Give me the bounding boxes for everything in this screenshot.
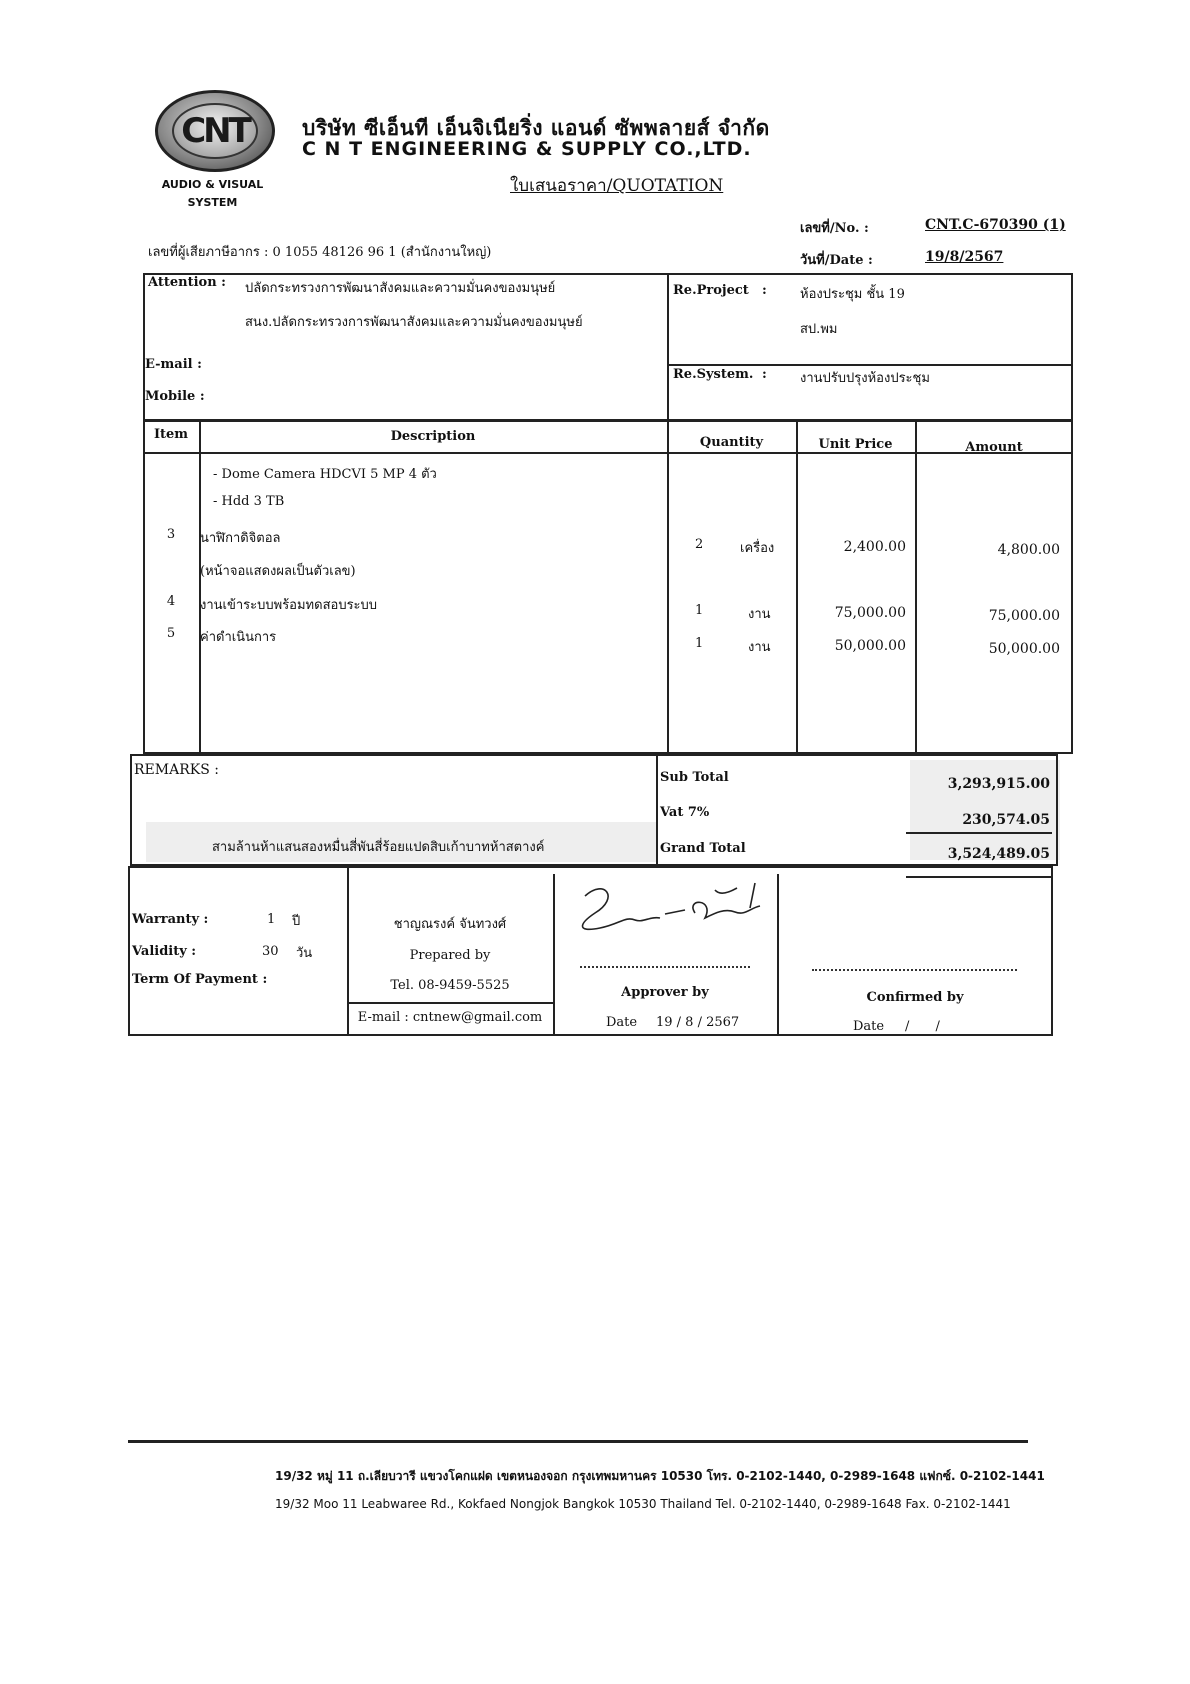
logo-text: CNT: [172, 103, 258, 159]
quote-no-label: เลขที่/No. :: [800, 221, 869, 236]
col-divider-quantity: [796, 420, 798, 754]
project-system-divider: [667, 364, 1073, 366]
row-item-number: 4: [166, 594, 176, 609]
row-unit: งาน: [748, 640, 771, 655]
amount-in-words: สามล้านห้าแสนสองหมื่นสี่พันสี่ร้อยแปดสิบเก้าบาทห้าสตางค์: [212, 840, 545, 855]
row-description-2: (หน้าจอแสดงผลเป็นตัวเลข): [200, 564, 356, 579]
project-line-1: ห้องประชุม ชั้น 19: [800, 287, 905, 302]
row-quantity: 2: [695, 537, 704, 552]
header-quantity: Quantity: [699, 435, 764, 450]
mobile-label: Mobile :: [145, 389, 205, 404]
email-label: E-mail :: [145, 357, 202, 372]
prepared-by-label: Prepared by: [409, 948, 491, 963]
customer-divider: [667, 273, 669, 421]
company-name-th: บริษัท ซีเอ็นที เอ็นจิเนียริ่ง แอนด์ ซัพพลายส์ จำกัด: [302, 116, 770, 140]
warranty-unit: ปี: [292, 914, 301, 929]
confirmer-date-label: Date: [853, 1019, 885, 1034]
payment-term-label: Term Of Payment :: [132, 972, 268, 987]
col-divider-description: [667, 420, 669, 754]
col-divider-item: [199, 420, 201, 754]
col-divider-unit-price: [915, 420, 917, 754]
subtotal-label: Sub Total: [660, 770, 729, 785]
date-label: วันที่/Date :: [800, 253, 873, 268]
row-unit-price: 75,000.00: [834, 605, 906, 621]
remarks-label: REMARKS :: [134, 762, 219, 778]
approver-label: Approver by: [621, 985, 709, 1000]
attention-line-1: ปลัดกระทรวงการพัฒนาสังคมและความมั่นคงของมนุษย์: [245, 281, 556, 296]
pre-line: - Dome Camera HDCVI 5 MP 4 ตัว: [213, 467, 437, 482]
pre-line: - Hdd 3 TB: [213, 494, 285, 509]
sig-divider-2: [553, 874, 555, 1036]
validity-label: Validity :: [132, 944, 197, 959]
row-item-number: 5: [166, 626, 176, 641]
preparer-email: E-mail : cntnew@gmail.com: [357, 1010, 543, 1025]
project-colon: :: [762, 283, 767, 298]
vat-underline: [906, 832, 1052, 834]
totals-divider: [656, 754, 658, 866]
logo-subtitle-1: AUDIO & VISUAL: [161, 178, 264, 191]
warranty-label: Warranty :: [132, 912, 209, 927]
approver-date-value: 19 / 8 / 2567: [656, 1015, 740, 1030]
tax-id: เลขที่ผู้เสียภาษีอากร : 0 1055 48126 96 1 (สำนักงานใหญ่): [148, 245, 492, 260]
approver-signature: [565, 878, 775, 948]
footer-rule: [128, 1440, 1028, 1443]
row-unit: งาน: [748, 607, 771, 622]
project-label: Re.Project: [673, 283, 749, 298]
subtotal-value: 3,293,915.00: [947, 776, 1050, 792]
header-description: Description: [390, 429, 476, 444]
vat-value: 230,574.05: [962, 812, 1050, 828]
company-logo: [155, 90, 275, 172]
system-value: งานปรับปรุงห้องประชุม: [800, 371, 930, 386]
row-description: นาฬิกาดิจิตอล: [200, 531, 281, 546]
company-name-en: C N T ENGINEERING & SUPPLY CO.,LTD.: [302, 138, 752, 160]
grand-total-label: Grand Total: [660, 841, 746, 856]
row-description: ค่าดำเนินการ: [200, 630, 277, 645]
date-value: 19/8/2567: [925, 249, 1004, 265]
system-colon: :: [762, 367, 767, 382]
vat-label: Vat 7%: [660, 805, 710, 820]
header-item: Item: [153, 427, 189, 442]
prepared-divider: [347, 1002, 553, 1004]
row-amount: 50,000.00: [988, 641, 1060, 657]
confirmed-by-label: Confirmed by: [866, 990, 964, 1005]
header-amount: Amount: [965, 440, 1023, 455]
preparer-name: ชาญณรงค์ จันทวงศ์: [393, 917, 507, 932]
confirmer-sign-line: [812, 969, 1017, 971]
validity-unit: วัน: [296, 946, 313, 961]
row-unit-price: 50,000.00: [834, 638, 906, 654]
confirmer-date-value: / /: [905, 1019, 940, 1034]
warranty-value: 1: [267, 912, 276, 927]
header-unit-price: Unit Price: [818, 437, 893, 452]
row-unit-price: 2,400.00: [843, 539, 906, 555]
row-quantity: 1: [695, 636, 704, 651]
row-unit: เครื่อง: [740, 541, 775, 556]
footer-address-en: 19/32 Moo 11 Leabwaree Rd., Kokfaed Nongjok Bangkok 10530 Thailand Tel. 0-2102-1440, 0-2989-1648 Fax. 0-2102-1441: [275, 1497, 1011, 1511]
validity-value: 30: [262, 944, 279, 959]
sig-divider-3: [777, 874, 779, 1036]
row-amount: 4,800.00: [997, 542, 1060, 558]
grand-total-value: 3,524,489.05: [947, 846, 1050, 862]
quote-no-value: CNT.C-670390 (1): [925, 217, 1066, 233]
preparer-tel: Tel. 08-9459-5525: [390, 978, 510, 993]
row-item-number: 3: [166, 527, 176, 542]
footer-address-th: 19/32 หมู่ 11 ถ.เลียบวารี แขวงโคกแฝด เขตหนองจอก กรุงเทพมหานคร 10530 โทร. 0-2102-1440, 0-2989-1648 แฟกซ์. 0-2102-1441: [275, 1469, 1045, 1483]
project-line-2: สป.พม: [800, 322, 838, 337]
attention-line-2: สนง.ปลัดกระทรวงการพัฒนาสังคมและความมั่นคงของมนุษย์: [245, 315, 583, 330]
approver-date-label: Date: [606, 1015, 638, 1030]
row-description: งานเข้าระบบพร้อมทดสอบระบบ: [200, 598, 378, 613]
row-amount: 75,000.00: [988, 608, 1060, 624]
document-title: ใบเสนอราคา/QUOTATION: [510, 176, 724, 196]
attention-label: Attention :: [148, 275, 226, 290]
system-label: Re.System.: [673, 367, 754, 382]
approver-sign-line: [580, 966, 750, 968]
row-quantity: 1: [695, 603, 704, 618]
logo-subtitle-2: SYSTEM: [187, 196, 238, 209]
